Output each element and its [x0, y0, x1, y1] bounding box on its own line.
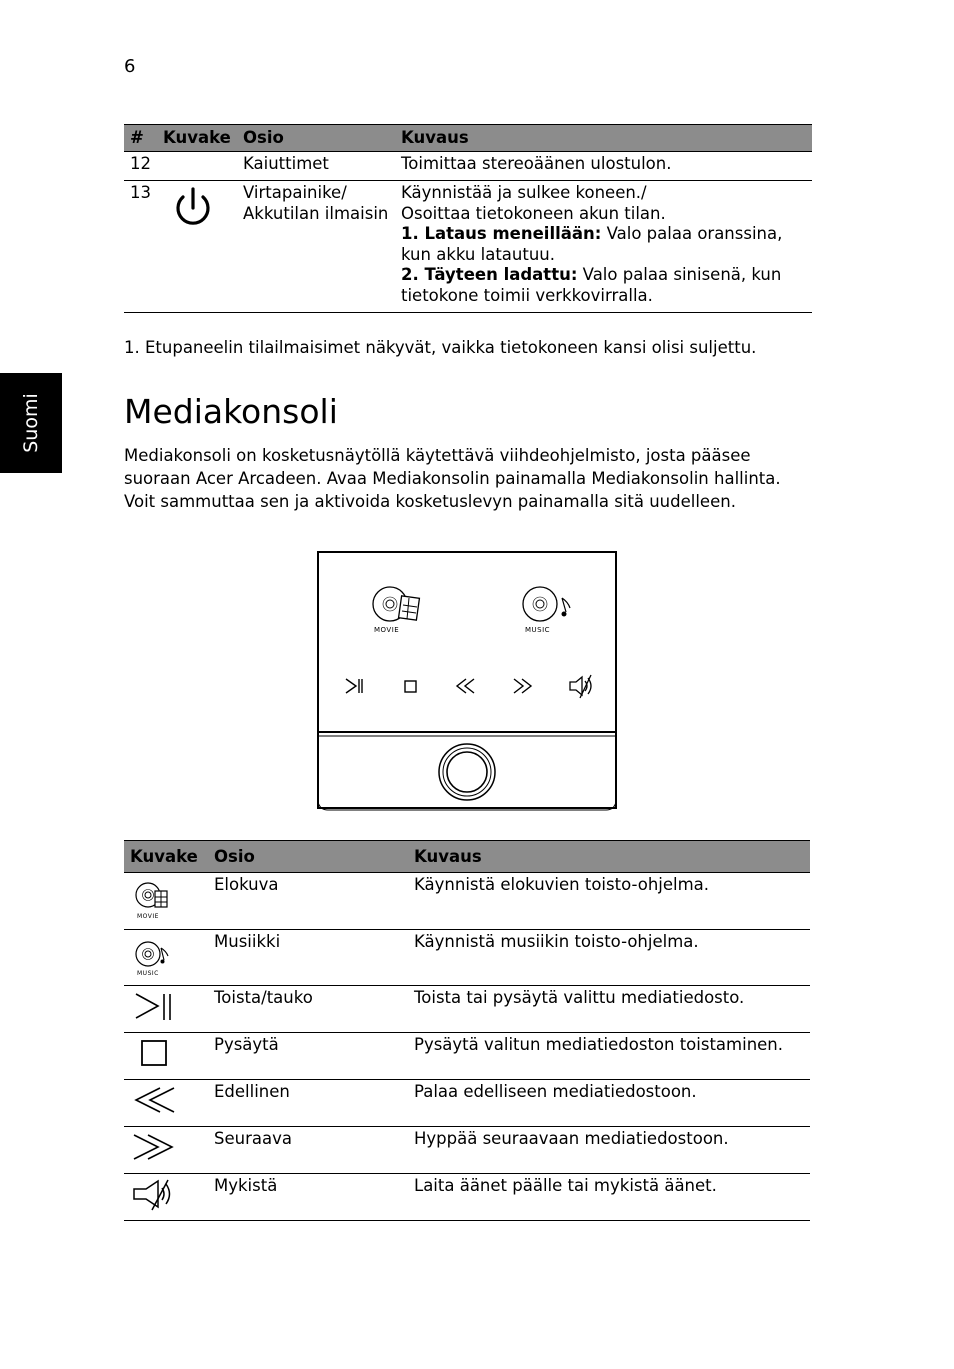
music-label: MUSIC	[525, 626, 551, 634]
media-console-illustration	[312, 548, 622, 816]
row-kuvaus: Toimittaa stereoäänen ulostulon.	[395, 151, 812, 181]
table-row	[124, 986, 810, 1033]
stop-icon	[128, 1035, 178, 1073]
row-kuvaus: Laita äänet päälle tai mykistä äänet.	[408, 1174, 810, 1221]
row-number: 12	[124, 151, 157, 181]
music-icon	[128, 932, 172, 980]
row-osio: Edellinen	[208, 1080, 408, 1127]
row-kuvaus: Käynnistä musiikin toisto-ohjelma.	[408, 929, 810, 986]
row-kuvaus	[395, 181, 812, 313]
row-icon	[124, 929, 208, 986]
section-title: Mediakonsoli	[124, 392, 338, 431]
table-row	[124, 1127, 810, 1174]
header-num: #	[124, 125, 157, 152]
table-row	[124, 1174, 810, 1221]
row-osio: Musiikki	[208, 929, 408, 986]
header-osio: Osio	[208, 841, 408, 873]
row-osio: Kaiuttimet	[237, 151, 395, 181]
row-icon	[124, 986, 208, 1033]
media-console-button	[439, 744, 495, 800]
table-row	[124, 873, 810, 930]
row-icon	[157, 181, 237, 313]
kuvaus-item	[401, 265, 806, 306]
header-kuvake: Kuvake	[157, 125, 237, 152]
row-icon	[124, 1080, 208, 1127]
osio-line: Virtapainike/	[243, 183, 347, 202]
components-table	[124, 124, 812, 313]
table-row	[124, 1080, 810, 1127]
row-kuvaus: Hyppää seuraavaan mediatiedostoon.	[408, 1127, 810, 1174]
row-icon	[124, 1174, 208, 1221]
row-icon-empty	[157, 151, 237, 181]
kuvaus-line: Osoittaa tietokoneen akun tilan.	[401, 203, 666, 223]
section-body: Mediakonsoli on kosketusnäytöllä käytettävä viihdeohjelmisto, josta pääsee suoraan Acer Arcadeen. Avaa Mediakonsolin painamalla Mediakonsolin hallinta. Voit sammuttaa sen ja aktivoida kosketuslevyn painamalla sitä uudelleen.	[124, 446, 781, 511]
previous-icon	[128, 1082, 178, 1120]
play-pause-icon	[128, 988, 178, 1026]
row-osio: Toista/tauko	[208, 986, 408, 1033]
side-tab-label: Suomi	[20, 393, 42, 453]
media-console-table	[124, 840, 810, 1221]
language-side-tab	[0, 373, 62, 473]
music-mini-label: MUSIC	[137, 969, 159, 977]
row-icon	[124, 873, 208, 930]
row-kuvaus: Toista tai pysäytä valittu mediatiedosto.	[408, 986, 810, 1033]
movie-label: MOVIE	[374, 626, 400, 634]
row-osio: Pysäytä	[208, 1033, 408, 1080]
row-osio: Seuraava	[208, 1127, 408, 1174]
table-header-row	[124, 841, 810, 873]
table-header-row	[124, 125, 812, 152]
header-kuvaus: Kuvaus	[395, 125, 812, 152]
row-osio: Mykistä	[208, 1174, 408, 1221]
row-kuvaus: Palaa edelliseen mediatiedostoon.	[408, 1080, 810, 1127]
row-kuvaus: Käynnistä elokuvien toisto-ohjelma.	[408, 873, 810, 930]
page-number: 6	[124, 56, 136, 77]
item-label: 1. Lataus meneillään:	[401, 224, 602, 243]
table-row	[124, 1033, 810, 1080]
item-text: Valo palaa sinisenä, kun tietokone toimii verkkovirralla.	[401, 265, 782, 305]
footnote: 1. Etupaneelin tilailmaisimet näkyvät, vaikka tietokoneen kansi olisi suljettu.	[124, 338, 757, 357]
item-label: 2. Täyteen ladattu:	[401, 265, 578, 284]
row-osio: Elokuva	[208, 873, 408, 930]
movie-icon	[128, 875, 172, 923]
osio-line: Akkutilan ilmaisin	[243, 203, 389, 223]
header-kuvake: Kuvake	[124, 841, 208, 873]
power-icon	[161, 183, 221, 233]
row-kuvaus: Pysäytä valitun mediatiedoston toistaminen.	[408, 1033, 810, 1080]
table-row	[124, 151, 812, 181]
row-icon	[124, 1033, 208, 1080]
row-icon	[124, 1127, 208, 1174]
header-kuvaus: Kuvaus	[408, 841, 810, 873]
mute-icon	[128, 1176, 178, 1214]
next-icon	[128, 1129, 178, 1167]
table-row	[124, 181, 812, 313]
table-row	[124, 929, 810, 986]
movie-mini-label: MOVIE	[137, 913, 159, 920]
kuvaus-item	[401, 224, 806, 265]
kuvaus-line: Käynnistää ja sulkee koneen./	[401, 183, 647, 202]
row-number: 13	[124, 181, 157, 313]
row-osio	[237, 181, 395, 313]
item-text: Valo palaa oranssina, kun akku latautuu.	[401, 224, 783, 264]
header-osio: Osio	[237, 125, 395, 152]
